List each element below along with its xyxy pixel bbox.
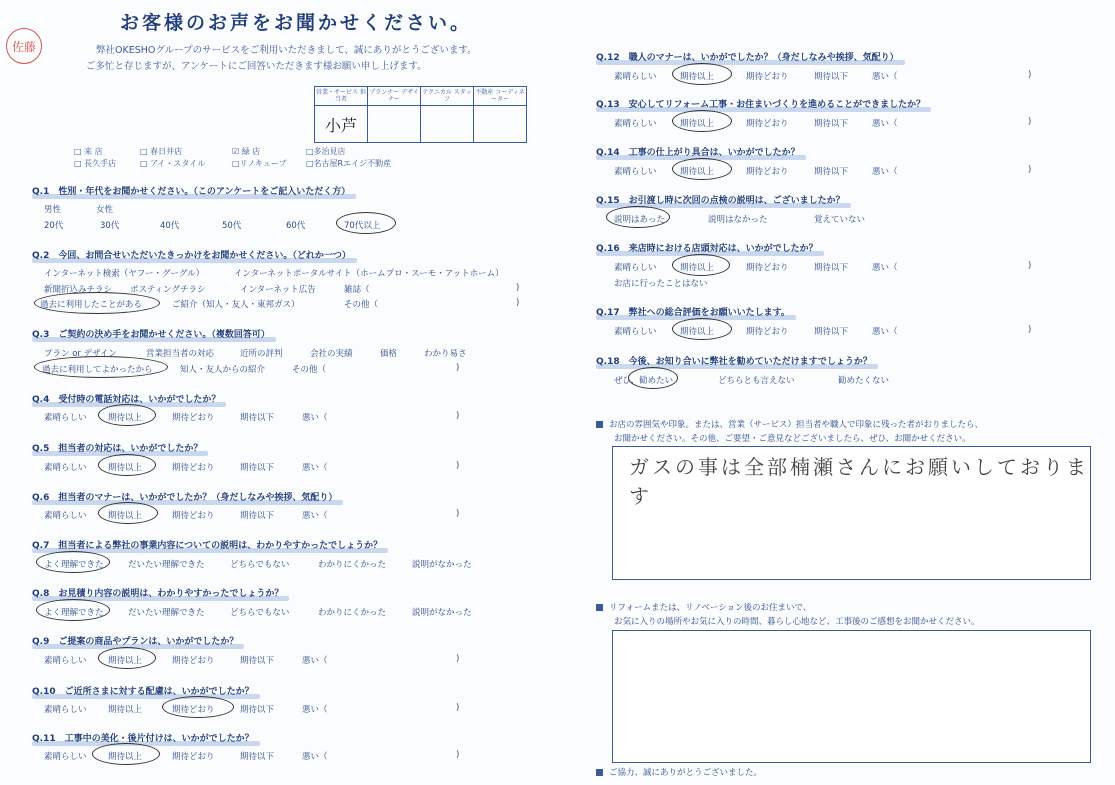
answer-circle [628, 367, 678, 389]
understand-option[interactable]: だいたい理解できた [128, 608, 205, 618]
rating-option[interactable]: 期待以上 [108, 705, 143, 715]
staff-header: プランナー デザイナー [368, 87, 421, 106]
rating-option-selected[interactable]: 期待以上 [680, 263, 715, 273]
footer-text: ご協力、誠にありがとうございました。 [609, 768, 763, 778]
paren-close: ) [456, 509, 460, 519]
trigger-option[interactable]: インターネット広告 [240, 285, 316, 295]
understand-option-selected[interactable]: よく理解できた [44, 560, 104, 570]
recommend-option-selected[interactable]: ぜひ、勧めたい [614, 376, 674, 386]
staff-technical-cell[interactable] [421, 106, 474, 143]
understand-option[interactable]: 説明がなかった [412, 560, 472, 570]
answer-circle [34, 356, 168, 378]
staff-planner-cell[interactable] [368, 106, 421, 143]
store-option[interactable]: □リノキューブ [232, 159, 287, 168]
reason-option[interactable]: 価格 [380, 349, 398, 359]
age-option[interactable]: 40代 [160, 221, 180, 231]
question-9 [32, 634, 238, 647]
rating-option-selected[interactable]: 期待以上 [108, 511, 143, 521]
store-option[interactable]: □ アイ・スタイル [140, 159, 206, 168]
question-3 [32, 327, 270, 340]
question-label: Q.13 安心してリフォーム工事・お住まいづくりを進めることができましたか？ [596, 100, 926, 110]
comment-2-prompt [596, 601, 811, 613]
square-bullet-icon [596, 604, 603, 611]
trigger-option[interactable]: ポスティングチラシ [130, 285, 206, 295]
rating-option[interactable]: 期待どおり [746, 72, 789, 82]
question-7 [32, 538, 382, 551]
rating-option[interactable]: 悪い（ [302, 511, 328, 521]
rating-option[interactable]: 素晴らしい [44, 511, 87, 521]
comment-1-box[interactable] [612, 446, 1091, 580]
question-label: Q.16 来店時における店頭対応は、いかがでしたか？ [596, 244, 818, 254]
understand-option[interactable]: だいたい理解できた [128, 560, 205, 570]
rating-option[interactable]: 期待どおり [746, 119, 789, 129]
paren-close: ) [516, 298, 520, 308]
intro-line-2: ご多忙と存じますが、アンケートにご回答いただきます様お願い申し上げます。 [86, 61, 427, 72]
reason-option[interactable]: 営業担当者の対応 [146, 349, 215, 359]
comment-1-prompt-line-2: お聞かせください。その他、ご要望・ご意見などございましたら、ぜひ、お聞かせください。 [614, 434, 971, 444]
understand-option[interactable]: 説明がなかった [412, 608, 472, 618]
recommend-option[interactable]: どちらとも言えない [718, 376, 795, 386]
reason-option[interactable]: 知人・友人からの紹介 [180, 365, 266, 375]
answer-circle [672, 158, 732, 180]
question-5 [32, 441, 202, 454]
rating-option[interactable]: 期待以下 [240, 413, 275, 423]
rating-option-selected[interactable]: 期待以上 [108, 752, 143, 762]
rating-option[interactable]: 悪い（ [302, 463, 328, 473]
reason-option[interactable]: 会社の実績 [310, 349, 353, 359]
rating-option-selected[interactable]: 期待どおり [172, 705, 215, 715]
question-label: Q.9 ご提案の商品やプランは、いかがでしたか？ [32, 637, 239, 647]
paren-close: ) [1028, 261, 1032, 271]
age-option[interactable]: 20代 [44, 221, 64, 231]
staff-header: 営業・サービス 担当者 [315, 87, 368, 106]
answer-circle [672, 110, 732, 132]
trigger-option[interactable]: その他（ [344, 300, 379, 310]
gender-option[interactable]: 男性 [44, 205, 62, 215]
understand-option-selected[interactable]: よく理解できた [44, 608, 104, 618]
reason-option-selected[interactable]: 過去に利用してよかったから [42, 365, 153, 375]
rating-option-selected[interactable]: 期待以上 [680, 119, 715, 129]
answer-circle [98, 502, 158, 524]
question-label: Q.14 工事の仕上がり具合は、いかがでしたか？ [596, 148, 800, 158]
rating-option[interactable]: 期待以下 [814, 263, 849, 273]
answer-circle [98, 404, 156, 426]
comment-2-prompt-line-2: お気に入りの場所やお気に入りの時間、暮らし心地など、工事後のご感想をお聞かせください。 [614, 617, 980, 627]
question-18 [596, 354, 872, 367]
question-label: Q.6 担当者のマナーは、いかがでしたか？（身だしなみや挨拶、気配り） [32, 493, 338, 503]
rating-option-selected[interactable]: 期待以上 [680, 167, 715, 177]
rating-option[interactable]: 悪い（ [302, 705, 328, 715]
paren-close: ) [456, 411, 460, 421]
question-label: Q.12 職人のマナーは、いかがでしたか？（身だしなみや挨拶、気配り） [596, 53, 899, 63]
question-11 [32, 731, 254, 744]
rating-option[interactable]: 期待どおり [746, 167, 789, 177]
store-option[interactable]: □ 長久手店 [74, 159, 117, 168]
explanation-option-selected[interactable]: 説明はあった [614, 215, 665, 225]
rating-option[interactable]: 素晴らしい [614, 263, 657, 273]
question-14 [596, 145, 800, 158]
understand-option[interactable]: わかりにくかった [318, 608, 387, 618]
rating-option-selected[interactable]: 期待以上 [680, 327, 715, 337]
question-6 [32, 490, 337, 503]
rating-option[interactable]: 悪い（ [872, 167, 898, 177]
answer-circle [34, 292, 160, 314]
trigger-option[interactable]: 新聞折込みチラシ [44, 285, 113, 295]
rating-option-selected[interactable]: 期待以上 [108, 413, 143, 423]
paren-close: ) [456, 461, 460, 471]
gender-option[interactable]: 女性 [96, 205, 114, 215]
rating-option[interactable]: 期待どおり [172, 463, 215, 473]
no-visit-option[interactable]: お店に行ったことはない [614, 279, 708, 289]
understand-option[interactable]: わかりにくかった [318, 560, 387, 570]
question-label: Q.2 今回、お問合せいただいたきっかけをお聞かせください。（どれか一つ） [32, 251, 351, 261]
rating-option[interactable]: 期待どおり [172, 511, 215, 521]
rating-option[interactable]: 悪い（ [302, 752, 328, 762]
question-8 [32, 586, 283, 599]
question-2 [32, 248, 351, 261]
paren-close: ) [456, 703, 460, 713]
rating-option[interactable]: 期待以下 [240, 463, 275, 473]
rating-option[interactable]: 素晴らしい [614, 167, 657, 177]
answer-circle [672, 254, 730, 276]
question-label: Q.1 性別・年代をお聞かせください。（このアンケートをご記入いただく方） [32, 187, 351, 197]
rating-option[interactable]: 期待どおり [172, 752, 215, 762]
answer-circle [98, 454, 156, 476]
question-label: Q.17 弊社への総合評価をお願いいたします。 [596, 308, 790, 318]
comment-1-answer: ガスの事は全部楠瀬さんにお願いしております [629, 455, 1089, 508]
paren-close: ) [456, 750, 460, 760]
answer-circle [672, 63, 732, 85]
rating-option[interactable]: 素晴らしい [44, 656, 87, 666]
rating-option-selected[interactable]: 期待以上 [680, 72, 715, 82]
reason-option[interactable]: プラン or デザイン [44, 349, 118, 359]
trigger-option[interactable]: 雑誌（ [344, 285, 370, 295]
intro-line-1: 弊社OKESHOグループのサービスをご利用いただきまして、誠にありがとうございます。 [96, 45, 477, 56]
paren-close: ) [1028, 117, 1032, 127]
age-option[interactable]: 50代 [222, 221, 242, 231]
rating-option[interactable]: 期待以下 [240, 511, 275, 521]
answer-circle [606, 206, 670, 228]
answer-circle [162, 696, 234, 718]
question-1 [32, 184, 350, 197]
footer [596, 766, 762, 778]
rating-option[interactable]: 期待以下 [814, 327, 849, 337]
paren-close: ) [456, 654, 460, 664]
rating-option[interactable]: 素晴らしい [614, 327, 657, 337]
rating-option[interactable]: 素晴らしい [44, 463, 87, 473]
comment-1-prompt-line-1: お店の雰囲気や印象。または、営業（サービス）担当者や職人で印象に残った者がおりましたら、 [609, 420, 984, 430]
rating-option[interactable]: 期待以下 [814, 167, 849, 177]
rating-option[interactable]: 素晴らしい [614, 72, 657, 82]
comment-2-box[interactable] [612, 630, 1091, 763]
store-option[interactable]: □ 来 店 [74, 147, 103, 156]
store-option[interactable]: ☑ 緑 店 [232, 147, 261, 156]
answer-circle [36, 551, 110, 573]
paren-close: ) [1028, 325, 1032, 335]
question-label: Q.11 工事中の美化・後片付けは、いかがでしたか？ [32, 734, 254, 744]
staff-header: テクニカル スタッフ [421, 87, 474, 106]
question-label: Q.7 担当者による弊社の事業内容についての説明は、わかりやすかったでしょうか？ [32, 541, 383, 551]
rating-option[interactable]: 期待以下 [814, 72, 849, 82]
question-label: Q.4 受付時の電話対応は、いかがでしたか？ [32, 395, 221, 405]
staff-table [314, 86, 527, 143]
rating-option-selected[interactable]: 期待以上 [108, 656, 143, 666]
question-label: Q.5 担当者の対応は、いかがでしたか？ [32, 444, 203, 454]
rating-option[interactable]: 期待以下 [240, 656, 275, 666]
trigger-option[interactable]: インターネット検索（ヤフー・グーグル） [44, 269, 205, 279]
explanation-option[interactable]: 覚えていない [814, 215, 866, 225]
paren-close: ) [456, 363, 460, 373]
comment-2-prompt-line-1: リフォームまたは、リノベーション後のお住まいで、 [609, 603, 812, 613]
answer-circle [672, 318, 732, 340]
rating-option[interactable]: 悪い（ [302, 656, 328, 666]
staff-header: 不動産 コーディネーター [474, 87, 527, 106]
question-label: Q.3 ご契約の決め手をお聞かせください。（複数回答可） [32, 330, 270, 340]
explanation-option[interactable]: 説明はなかった [708, 215, 768, 225]
paren-close: ) [516, 283, 520, 293]
comment-1-prompt [596, 418, 983, 430]
rating-option[interactable]: 悪い（ [872, 119, 898, 129]
age-option-selected[interactable]: 70代以上 [344, 221, 381, 231]
square-bullet-icon [596, 769, 603, 776]
rating-option[interactable]: 期待どおり [172, 413, 215, 423]
question-10 [32, 684, 254, 697]
age-option[interactable]: 30代 [100, 221, 120, 231]
question-12 [596, 50, 899, 63]
rating-option[interactable]: 期待どおり [746, 327, 789, 337]
question-label: Q.10 ご近所さまに対する配慮は、いかがでしたか？ [32, 687, 254, 697]
question-13 [596, 97, 925, 110]
staff-seal-stamp: 佐藤 [6, 28, 42, 64]
trigger-option-selected[interactable]: 過去に利用したことがある [40, 300, 143, 310]
answer-circle [36, 599, 110, 621]
answer-circle [98, 647, 156, 669]
store-option[interactable]: □ 春日井店 [140, 147, 183, 156]
rating-option[interactable]: 期待以下 [240, 752, 275, 762]
answer-circle [336, 212, 396, 234]
reason-option[interactable]: 近所の評判 [240, 349, 283, 359]
trigger-option[interactable]: ご紹介（知人・友人・東邦ガス） [172, 300, 300, 310]
understand-option[interactable]: どちらでもない [230, 608, 290, 618]
rating-option-selected[interactable]: 期待以上 [108, 463, 143, 473]
question-16 [596, 241, 818, 254]
paren-close: ) [1028, 165, 1032, 175]
rating-option[interactable]: 期待どおり [746, 263, 789, 273]
reason-option[interactable]: その他（ [292, 365, 327, 375]
rating-option[interactable]: 悪い（ [872, 327, 898, 337]
square-bullet-icon [596, 421, 603, 428]
rating-option[interactable]: 悪い（ [302, 413, 328, 423]
rating-option[interactable]: 悪い（ [872, 72, 898, 82]
paren-close: ) [1028, 70, 1032, 80]
question-15 [596, 193, 845, 206]
rating-option[interactable]: 悪い（ [872, 263, 898, 273]
understand-option[interactable]: どちらでもない [230, 560, 290, 570]
staff-sales-name[interactable]: 小芦 [315, 106, 368, 143]
answer-circle [92, 743, 160, 765]
rating-option[interactable]: 素晴らしい [44, 705, 87, 715]
question-label: Q.18 今後、お知り合いに弊社を勧めていただけますでしょうか？ [596, 357, 872, 367]
question-label: Q.15 お引渡し時に次回の点検の説明は、ございましたか？ [596, 196, 845, 206]
trigger-option[interactable]: インターネットポータルサイト（ホームプロ・スーモ・アットホーム） [234, 269, 504, 279]
rating-option[interactable]: 素晴らしい [614, 119, 657, 129]
rating-option[interactable]: 素晴らしい [44, 413, 87, 423]
rating-option[interactable]: 素晴らしい [44, 752, 87, 762]
reason-option[interactable]: わかり易さ [424, 349, 467, 359]
rating-option[interactable]: 期待どおり [172, 656, 215, 666]
question-17 [596, 305, 790, 318]
age-option[interactable]: 60代 [286, 221, 306, 231]
store-option[interactable]: □多治見店 [306, 147, 346, 156]
rating-option[interactable]: 期待以下 [814, 119, 849, 129]
question-label: Q.8 お見積り内容の説明は、わかりやすかったでしょうか？ [32, 589, 284, 599]
staff-realestate-cell[interactable] [474, 106, 527, 143]
store-option[interactable]: □名古屋Rエイジ不動産 [306, 159, 392, 168]
recommend-option[interactable]: 勧めたくない [838, 376, 890, 386]
page-title: お客様のお声をお聞かせください。 [120, 12, 473, 34]
rating-option[interactable]: 期待以下 [240, 705, 275, 715]
